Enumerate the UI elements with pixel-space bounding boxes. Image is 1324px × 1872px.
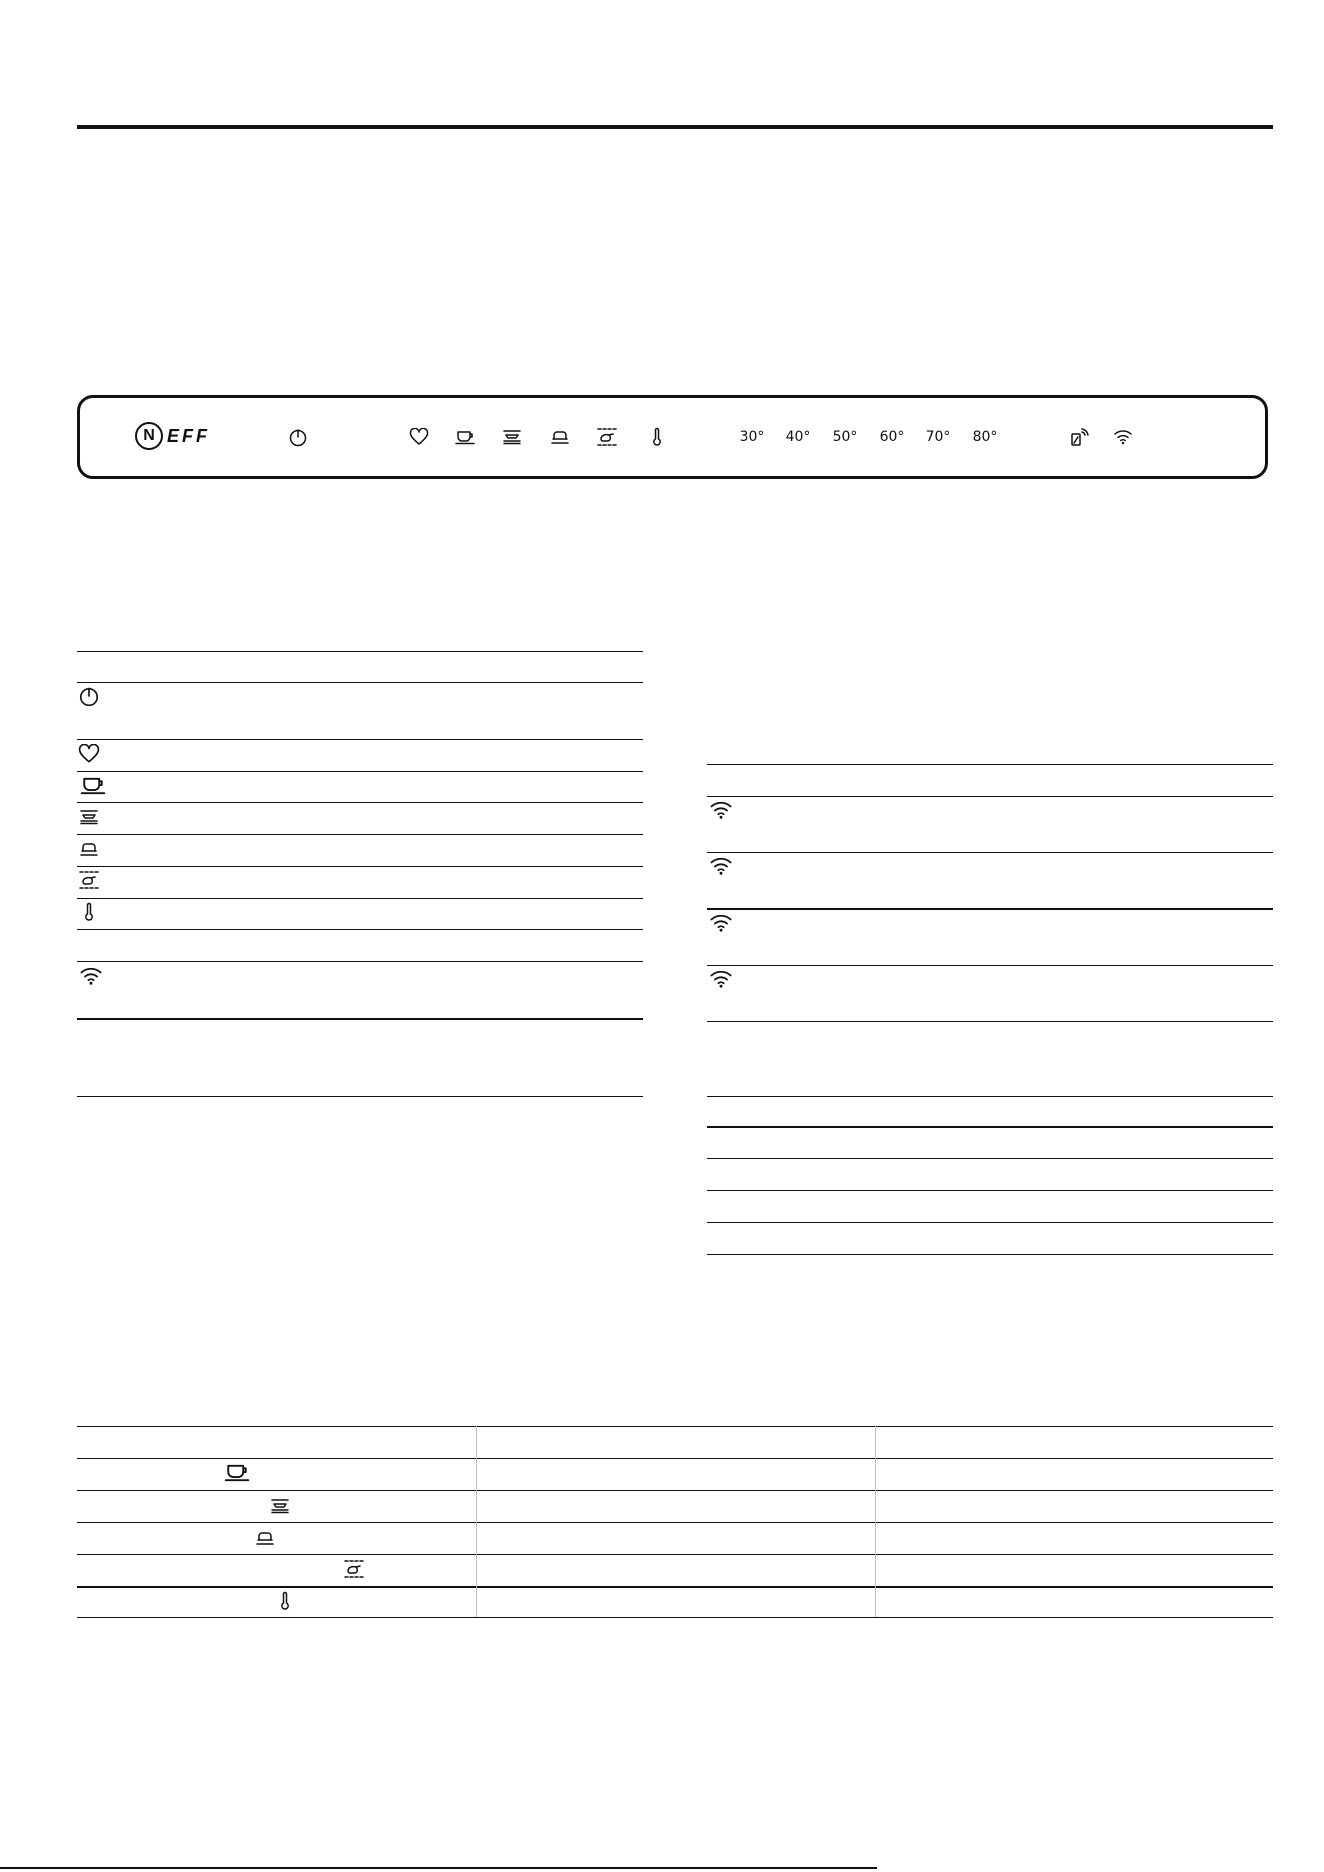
right-table-2-rule bbox=[707, 1222, 1273, 1223]
left-table-rule bbox=[77, 802, 643, 803]
left-table-rule bbox=[77, 898, 643, 899]
logo-ring bbox=[135, 422, 163, 450]
temp-50[interactable]: 50° bbox=[832, 429, 858, 445]
left-table-rule bbox=[77, 739, 643, 740]
bottom-rule bbox=[0, 1867, 877, 1869]
dish-icon[interactable] bbox=[545, 398, 575, 476]
cup-icon[interactable] bbox=[450, 398, 480, 476]
right-table-2-rule bbox=[707, 1190, 1273, 1191]
logo-text: EFF bbox=[167, 425, 210, 446]
thermometer-icon[interactable] bbox=[642, 398, 672, 476]
right-table-2-rule bbox=[707, 1254, 1273, 1255]
dish-icon bbox=[252, 1527, 278, 1549]
left-table-rule bbox=[77, 771, 643, 772]
bottom-table-column-divider bbox=[476, 1426, 477, 1617]
thermometer-icon bbox=[272, 1590, 298, 1612]
power-icon bbox=[76, 685, 102, 707]
temp-30[interactable]: 30° bbox=[739, 429, 765, 445]
roast-icon bbox=[341, 1558, 367, 1580]
left-table-rule bbox=[77, 866, 643, 867]
right-table-2-rule bbox=[707, 1158, 1273, 1159]
left-table-rule bbox=[77, 929, 643, 930]
top-rule bbox=[77, 125, 1273, 129]
neff-logo bbox=[135, 422, 210, 450]
roast-icon bbox=[76, 869, 102, 891]
wifi-icon bbox=[708, 855, 734, 877]
logo-letter: N bbox=[143, 427, 155, 444]
right-table-2-rule bbox=[707, 1096, 1273, 1097]
cup-icon bbox=[222, 1461, 252, 1483]
left-table-rule bbox=[77, 682, 643, 683]
bottom-table-column-divider bbox=[875, 1426, 876, 1617]
bottom-table-rule bbox=[77, 1586, 1273, 1588]
wifi-icon[interactable] bbox=[1108, 398, 1138, 476]
right-table-2-rule bbox=[707, 1126, 1273, 1128]
remote-start-icon[interactable] bbox=[1064, 398, 1094, 476]
cup-icon bbox=[78, 774, 108, 796]
control-panel-illustration bbox=[77, 395, 1268, 479]
heart-icon[interactable] bbox=[404, 398, 434, 476]
wifi-icon bbox=[78, 965, 104, 987]
wifi-icon bbox=[708, 912, 734, 934]
right-table-rule bbox=[707, 852, 1273, 853]
heart-icon bbox=[76, 743, 102, 765]
temp-40[interactable]: 40° bbox=[785, 429, 811, 445]
left-table-rule bbox=[77, 1018, 643, 1020]
wifi-icon bbox=[708, 799, 734, 821]
bottom-table-rule bbox=[77, 1490, 1273, 1491]
left-table-rule bbox=[77, 1096, 643, 1097]
right-table-rule bbox=[707, 796, 1273, 797]
bottom-table-rule bbox=[77, 1522, 1273, 1523]
right-table-rule bbox=[707, 908, 1273, 910]
plates-icon bbox=[76, 806, 102, 828]
bottom-table-rule bbox=[77, 1458, 1273, 1459]
dish-icon bbox=[76, 838, 102, 860]
power-icon[interactable] bbox=[283, 398, 313, 476]
wifi-icon bbox=[708, 968, 734, 990]
plates-icon[interactable] bbox=[497, 398, 527, 476]
right-table-rule bbox=[707, 764, 1273, 765]
left-table-rule bbox=[77, 651, 643, 652]
right-table-rule bbox=[707, 965, 1273, 966]
left-table-rule bbox=[77, 834, 643, 835]
roast-icon[interactable] bbox=[592, 398, 622, 476]
temp-60[interactable]: 60° bbox=[879, 429, 905, 445]
bottom-table-rule bbox=[77, 1426, 1273, 1427]
right-table-rule bbox=[707, 1021, 1273, 1022]
bottom-table-rule bbox=[77, 1554, 1273, 1555]
bottom-table-rule bbox=[77, 1617, 1273, 1618]
plates-icon bbox=[267, 1495, 293, 1517]
thermometer-icon bbox=[76, 901, 102, 923]
temp-80[interactable]: 80° bbox=[972, 429, 998, 445]
left-table-rule bbox=[77, 961, 643, 962]
temp-70[interactable]: 70° bbox=[925, 429, 951, 445]
